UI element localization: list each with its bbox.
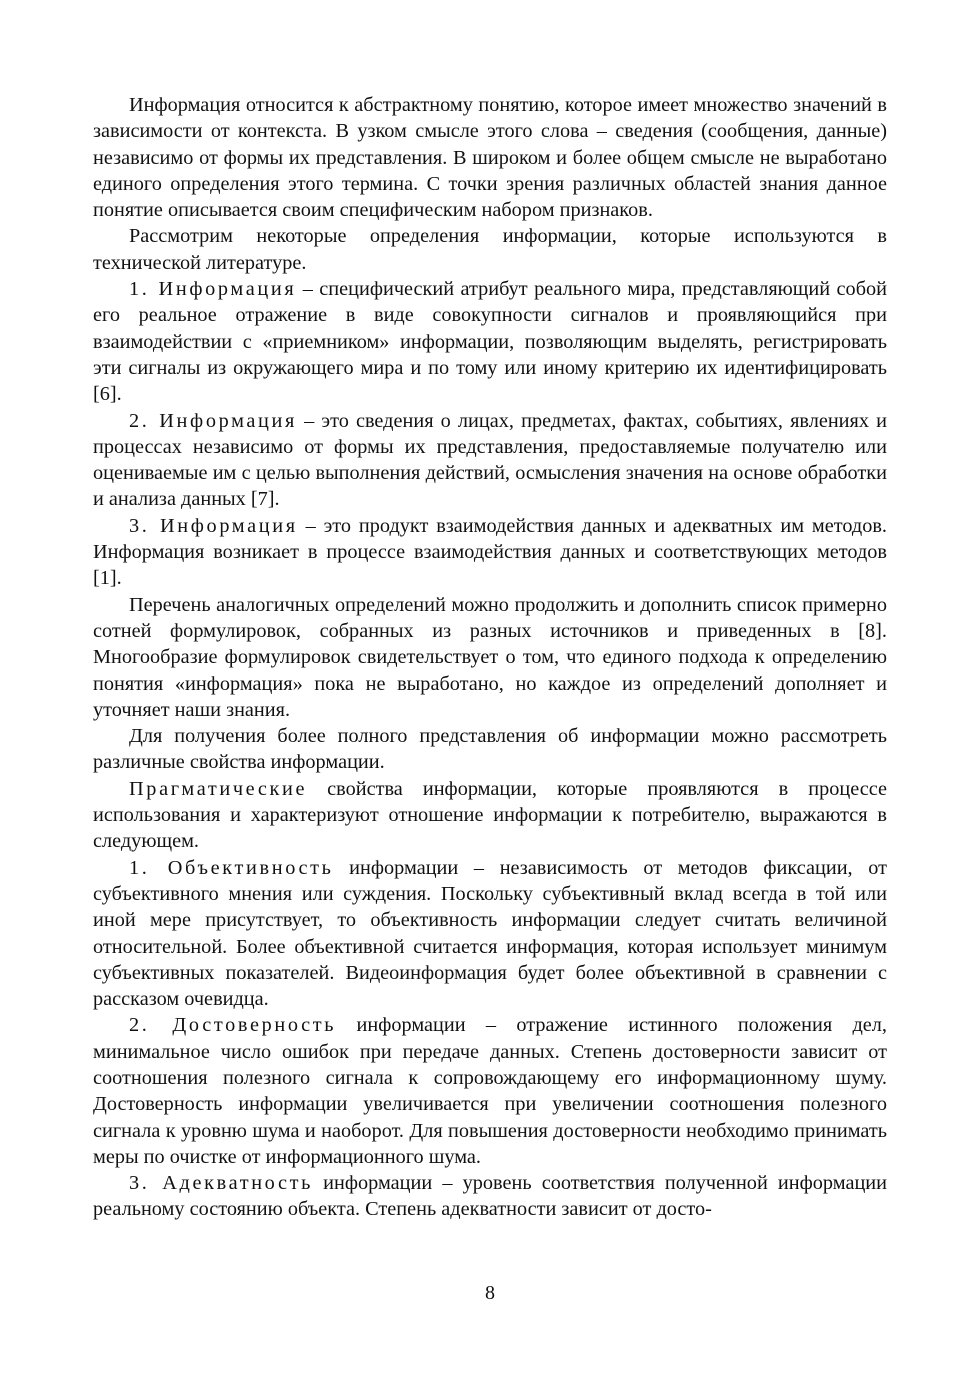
term-spaced: 2. Информация (129, 409, 297, 432)
paragraph-properties-intro (93, 723, 887, 776)
paragraph-text: информации – отражение истинного положения дел, минимальное число ошибок при передаче данных. Степень достоверности зависит от соотношения полезного сигнала к сопровождающему его информационному шуму. Достоверность информации увеличивается при увеличении соотношения полезного сигнала к уровню шума и наоборот. Для повышения достоверности необходимо принимать меры по очистке от информационного шума. (93, 1014, 887, 1168)
paragraph-definition-2 (93, 408, 887, 513)
term-spaced: 1. Объективность (129, 856, 334, 879)
paragraph-text: информации – уровень соответствия полученной информации реальному состоянию объекта. Степень адекватности зависит от досто- (93, 1172, 888, 1221)
term-spaced: 1. Информация (129, 278, 297, 301)
paragraph-text: информации – независимость от методов фиксации, от субъективного мнения или суждения. Поскольку субъективный вклад всегда в той или иной мере присутствует, то объективность информации следует считать величиной относительной. Более объективной считается информация, которая использует минимум субъективных показателей. Видеоинформация будет более объективной в сравнении с рассказом очевидца. (93, 856, 887, 1011)
paragraph-pragmatic (93, 776, 887, 855)
page-number: 8 (485, 1282, 495, 1304)
document-page (93, 92, 887, 1223)
term-spaced: 2. Достоверность (129, 1014, 337, 1037)
paragraph-text: Перечень аналогичных определений можно продолжить и дополнить список примерно сотней формулировок, собранных из разных источников и приведенных в [8]. Многообразие формулировок свидетельствует о том, что единого подхода к определению понятия «информация» пока не выработано, но каждое из определений дополняет и уточняет наши знания. (93, 593, 887, 721)
paragraph-adequacy (93, 1170, 887, 1223)
paragraph-text: Рассмотрим некоторые определения информации, которые используются в технической литературе. (93, 225, 887, 274)
paragraph-definition-1 (93, 276, 887, 407)
paragraph-text: свойства информации, которые проявляются в процессе использования и характеризуют отношение информации к потребителю, выражаются в следующем. (93, 777, 887, 853)
paragraph-definition-3 (93, 513, 887, 592)
paragraph-text: Для получения более полного представления об информации можно рассмотреть различные свойства информации. (93, 725, 887, 774)
paragraph-intro (93, 92, 887, 223)
paragraph-text: – специфический атрибут реального мира, представляющий собой его реальное отражение в виде совокупности сигналов и проявляющийся при взаимодействии с «приемником» информации, позволяющим выделять, регистрировать эти сигналы из окружающего мира и по тому или иному критерию их идентифицировать [6]. (93, 278, 888, 406)
paragraph-text: – это сведения о лицах, предметах, фактах, событиях, явлениях и процессах независимо от формы их представления, предоставляемые получателю или оцениваемые им с целью выполнения действий, осмысления значения на основе обработки и анализа данных [7]. (93, 409, 887, 511)
paragraph-definitions-summary (93, 592, 887, 723)
paragraph-reliability (93, 1012, 887, 1170)
term-spaced: Прагматические (129, 777, 308, 800)
term-spaced: 3. Информация (129, 514, 298, 537)
paragraph-text: Информация относится к абстрактному понятию, которое имеет множество значений в зависимости от контекста. В узком смысле этого слова – сведения (сообщения, данные) независимо от формы их представления. В широком и более общем смысле не выработано единого определения этого термина. С точки зрения различных областей знания данное понятие описывается своим специфическим набором признаков. (93, 94, 887, 222)
paragraph-definitions-lead (93, 223, 887, 276)
term-spaced: 3. Адекватность (129, 1172, 314, 1195)
paragraph-text: – это продукт взаимодействия данных и адекватных им методов. Информация возникает в процессе взаимодействия данных и соответствующих методов [1]. (93, 514, 888, 590)
paragraph-objectivity (93, 855, 887, 1013)
